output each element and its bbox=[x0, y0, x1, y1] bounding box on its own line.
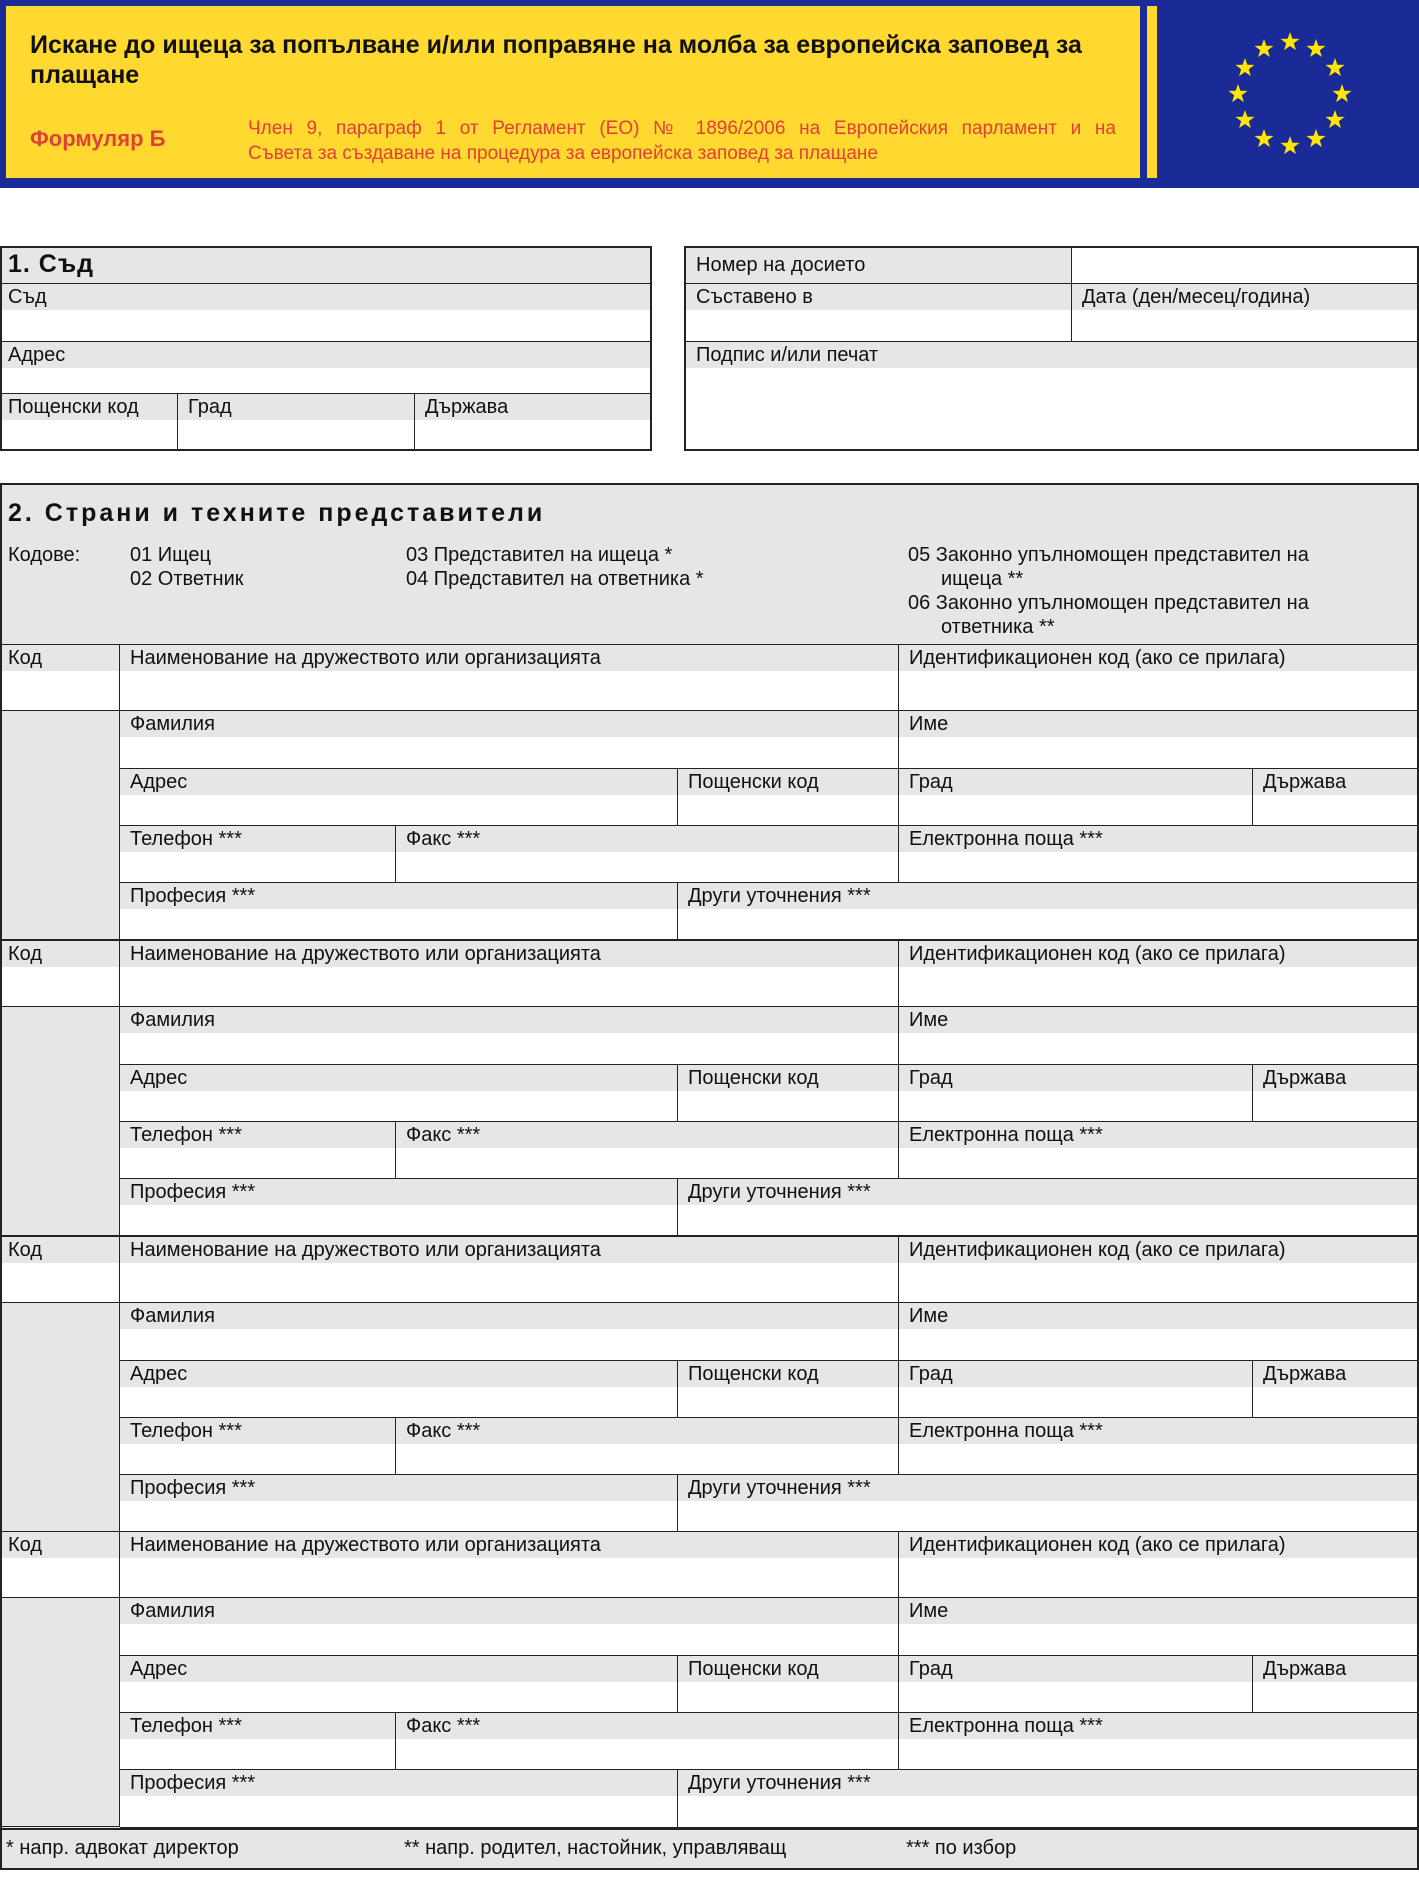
party-id-code-field[interactable] bbox=[899, 645, 1417, 711]
codes-column-3 bbox=[908, 543, 1309, 639]
party-org-name-field[interactable] bbox=[120, 941, 899, 1007]
court-section bbox=[0, 246, 652, 451]
party-other-field[interactable] bbox=[678, 1770, 1417, 1828]
party-gray-column bbox=[2, 711, 120, 940]
party-profession-label: Професия *** bbox=[120, 1179, 677, 1205]
party-surname-label: Фамилия bbox=[120, 1598, 898, 1624]
signature-field[interactable] bbox=[686, 342, 1417, 449]
party-surname-label: Фамилия bbox=[120, 711, 898, 737]
court-field[interactable] bbox=[2, 284, 650, 342]
party-first-name-field[interactable] bbox=[899, 711, 1417, 769]
eu-star-icon bbox=[1326, 58, 1345, 76]
party-fax-label: Факс *** bbox=[396, 1418, 898, 1444]
party-phone-label: Телефон *** bbox=[120, 1418, 395, 1444]
party-fax-field[interactable] bbox=[396, 1418, 899, 1475]
party-address-label: Адрес bbox=[120, 1656, 677, 1682]
party-other-field[interactable] bbox=[678, 1475, 1417, 1532]
party-phone-field[interactable] bbox=[120, 1418, 396, 1475]
party-first-name-field[interactable] bbox=[899, 1598, 1417, 1656]
party-profession-field[interactable] bbox=[120, 883, 678, 940]
eu-star-icon bbox=[1254, 129, 1273, 147]
party-phone-label: Телефон *** bbox=[120, 826, 395, 852]
party-country-field[interactable] bbox=[1253, 1656, 1417, 1713]
party-country-label: Държава bbox=[1253, 1361, 1417, 1387]
party-org-name-field[interactable] bbox=[120, 1237, 899, 1303]
party-profession-field[interactable] bbox=[120, 1179, 678, 1236]
party-other-label: Други уточнения *** bbox=[678, 1475, 1417, 1501]
code-02: 02 Ответник bbox=[130, 568, 244, 590]
file-info-box bbox=[684, 246, 1419, 451]
party-country-field[interactable] bbox=[1253, 1065, 1417, 1122]
party-org-name-field[interactable] bbox=[120, 645, 899, 711]
party-surname-field[interactable] bbox=[120, 711, 899, 769]
party-profession-field[interactable] bbox=[120, 1475, 678, 1532]
party-email-field[interactable] bbox=[899, 1418, 1417, 1475]
drawn-up-in-field[interactable] bbox=[686, 284, 1072, 342]
code-05: 05 Законно упълномощен представител на bbox=[908, 544, 1309, 566]
court-city-field[interactable] bbox=[178, 394, 415, 449]
party-first-name-label: Име bbox=[899, 1007, 1417, 1033]
eu-star-icon bbox=[1235, 58, 1254, 76]
court-label: Съд bbox=[2, 284, 650, 310]
party-org-name-label: Наименование на дружеството или организацията bbox=[120, 1532, 898, 1558]
eu-star-icon bbox=[1306, 39, 1325, 57]
party-postal-code-field[interactable] bbox=[678, 1656, 899, 1713]
court-country-label: Държава bbox=[415, 394, 650, 420]
party-code-label: Код bbox=[2, 645, 119, 671]
party-profession-label: Професия *** bbox=[120, 1770, 677, 1796]
party-code-label: Код bbox=[2, 1532, 119, 1558]
code-03: 03 Представител на ищеца * bbox=[406, 544, 673, 566]
codes-column-1 bbox=[130, 543, 244, 591]
date-label: Дата (ден/месец/година) bbox=[1072, 284, 1417, 310]
party-first-name-label: Име bbox=[899, 711, 1417, 737]
party-fax-label: Факс *** bbox=[396, 1122, 898, 1148]
party-code-field[interactable] bbox=[2, 941, 120, 1007]
party-fax-field[interactable] bbox=[396, 1122, 899, 1179]
eu-flag-icon bbox=[1220, 24, 1360, 164]
eu-star-icon bbox=[1280, 32, 1299, 50]
party-country-label: Държава bbox=[1253, 1656, 1417, 1682]
party-address-label: Адрес bbox=[120, 1065, 677, 1091]
party-postal-code-label: Пощенски код bbox=[678, 1361, 898, 1387]
party-other-field[interactable] bbox=[678, 1179, 1417, 1236]
party-postal-code-field[interactable] bbox=[678, 1361, 899, 1418]
eu-star-icon bbox=[1306, 129, 1325, 147]
drawn-up-in-label: Съставено в bbox=[686, 284, 1071, 310]
party-code-label: Код bbox=[2, 941, 119, 967]
party-first-name-label: Име bbox=[899, 1303, 1417, 1329]
party-profession-field[interactable] bbox=[120, 1770, 678, 1828]
code-04: 04 Представител на ответника * bbox=[406, 568, 704, 590]
footnote-3: *** по избор bbox=[906, 1837, 1017, 1859]
party-org-name-label: Наименование на дружеството или организацията bbox=[120, 1237, 898, 1263]
party-first-name-field[interactable] bbox=[899, 1303, 1417, 1361]
party-fax-label: Факс *** bbox=[396, 1713, 898, 1739]
party-first-name-field[interactable] bbox=[899, 1007, 1417, 1065]
eu-star-icon bbox=[1235, 110, 1254, 128]
party-address-field[interactable] bbox=[120, 1656, 678, 1713]
party-city-field[interactable] bbox=[899, 1065, 1253, 1122]
regulation-reference bbox=[248, 116, 1116, 166]
party-postal-code-field[interactable] bbox=[678, 1065, 899, 1122]
party-profession-label: Професия *** bbox=[120, 883, 677, 909]
party-surname-field[interactable] bbox=[120, 1303, 899, 1361]
form-label: Формуляр Б bbox=[30, 126, 166, 151]
court-address-label: Адрес bbox=[2, 342, 650, 368]
party-city-field[interactable] bbox=[899, 1656, 1253, 1713]
court-address-field[interactable] bbox=[2, 342, 650, 394]
party-email-label: Електронна поща *** bbox=[899, 826, 1417, 852]
footnote-2: ** напр. родител, настойник, управляващ bbox=[404, 1837, 787, 1859]
section1-title: 1. Съд bbox=[2, 248, 650, 283]
party-address-label: Адрес bbox=[120, 769, 677, 795]
party-country-field[interactable] bbox=[1253, 1361, 1417, 1418]
party-other-label: Други уточнения *** bbox=[678, 1770, 1417, 1796]
eu-star-icon bbox=[1332, 84, 1351, 102]
party-email-field[interactable] bbox=[899, 1122, 1417, 1179]
regulation-line-1: Член 9, параграф 1 от Регламент (ЕО) № 1896/2006 на Европейския парламент и на bbox=[248, 118, 1116, 139]
party-other-label: Други уточнения *** bbox=[678, 1179, 1417, 1205]
party-id-code-field[interactable] bbox=[899, 1532, 1417, 1598]
form-title: Искане до ищеца за попълване и/или поправяне на молба за европейска заповед за плащане bbox=[30, 31, 1082, 89]
party-postal-code-field[interactable] bbox=[678, 769, 899, 826]
file-number-label-cell bbox=[686, 248, 1072, 284]
footnote-1: * напр. адвокат директор bbox=[6, 1837, 239, 1859]
party-city-field[interactable] bbox=[899, 1361, 1253, 1418]
party-email-field[interactable] bbox=[899, 1713, 1417, 1770]
party-surname-field[interactable] bbox=[120, 1007, 899, 1065]
codes-label: Кодове: bbox=[8, 544, 81, 566]
party-other-label: Други уточнения *** bbox=[678, 883, 1417, 909]
party-address-field[interactable] bbox=[120, 1065, 678, 1122]
party-surname-field[interactable] bbox=[120, 1598, 899, 1656]
party-address-field[interactable] bbox=[120, 769, 678, 826]
party-phone-field[interactable] bbox=[120, 1122, 396, 1179]
court-postal-code-label: Пощенски код bbox=[2, 394, 177, 420]
party-country-label: Държава bbox=[1253, 769, 1417, 795]
party-code-field[interactable] bbox=[2, 645, 120, 711]
codes-column-2 bbox=[406, 543, 704, 591]
party-city-label: Град bbox=[899, 1065, 1252, 1091]
party-postal-code-label: Пощенски код bbox=[678, 1656, 898, 1682]
file-number-label: Номер на досието bbox=[686, 248, 1071, 283]
date-field[interactable] bbox=[1072, 284, 1417, 342]
code-05-cont: ищеца ** bbox=[941, 568, 1024, 590]
code-06-cont: ответника ** bbox=[941, 616, 1055, 638]
party-phone-field[interactable] bbox=[120, 826, 396, 883]
code-01: 01 Ищец bbox=[130, 544, 211, 566]
party-fax-label: Факс *** bbox=[396, 826, 898, 852]
party-gray-column bbox=[2, 1598, 120, 1827]
party-fax-field[interactable] bbox=[396, 826, 899, 883]
party-city-label: Град bbox=[899, 1656, 1252, 1682]
party-surname-label: Фамилия bbox=[120, 1007, 898, 1033]
court-section-title-row bbox=[2, 248, 650, 284]
party-email-label: Електронна поща *** bbox=[899, 1122, 1417, 1148]
file-number-field[interactable] bbox=[1072, 248, 1417, 284]
party-country-label: Държава bbox=[1253, 1065, 1417, 1091]
party-org-name-label: Наименование на дружеството или организацията bbox=[120, 645, 898, 671]
party-address-field[interactable] bbox=[120, 1361, 678, 1418]
party-id-code-label: Идентификационен код (ако се прилага) bbox=[899, 1237, 1417, 1263]
court-postal-code-field[interactable] bbox=[2, 394, 178, 449]
party-postal-code-label: Пощенски код bbox=[678, 1065, 898, 1091]
party-gray-column bbox=[2, 1303, 120, 1532]
eu-star-icon bbox=[1280, 136, 1299, 154]
party-email-label: Електронна поща *** bbox=[899, 1713, 1417, 1739]
header-yellow-stripe bbox=[1147, 6, 1157, 178]
party-surname-label: Фамилия bbox=[120, 1303, 898, 1329]
party-email-label: Електронна поща *** bbox=[899, 1418, 1417, 1444]
code-06: 06 Законно упълномощен представител на bbox=[908, 592, 1309, 614]
party-profession-label: Професия *** bbox=[120, 1475, 677, 1501]
party-address-label: Адрес bbox=[120, 1361, 677, 1387]
party-fax-field[interactable] bbox=[396, 1713, 899, 1770]
party-code-label: Код bbox=[2, 1237, 119, 1263]
footnote-divider bbox=[0, 1828, 1419, 1830]
party-gray-column bbox=[2, 1007, 120, 1236]
section2-title: 2. Страни и техните представители bbox=[8, 499, 546, 527]
eu-star-icon bbox=[1254, 39, 1273, 57]
party-postal-code-label: Пощенски код bbox=[678, 769, 898, 795]
party-code-field[interactable] bbox=[2, 1237, 120, 1303]
party-city-label: Град bbox=[899, 1361, 1252, 1387]
regulation-line-2: Съвета за създаване на процедура за европейска заповед за плащане bbox=[248, 143, 878, 164]
court-city-label: Град bbox=[178, 394, 414, 420]
party-phone-label: Телефон *** bbox=[120, 1122, 395, 1148]
party-phone-label: Телефон *** bbox=[120, 1713, 395, 1739]
party-country-field[interactable] bbox=[1253, 769, 1417, 826]
signature-label: Подпис и/или печат bbox=[686, 342, 1417, 368]
party-city-label: Град bbox=[899, 769, 1252, 795]
party-id-code-label: Идентификационен код (ако се прилага) bbox=[899, 645, 1417, 671]
eu-star-icon bbox=[1228, 84, 1247, 102]
party-id-code-field[interactable] bbox=[899, 1237, 1417, 1303]
party-code-field[interactable] bbox=[2, 1532, 120, 1598]
party-org-name-label: Наименование на дружеството или организацията bbox=[120, 941, 898, 967]
party-phone-field[interactable] bbox=[120, 1713, 396, 1770]
party-id-code-field[interactable] bbox=[899, 941, 1417, 1007]
party-city-field[interactable] bbox=[899, 769, 1253, 826]
party-first-name-label: Име bbox=[899, 1598, 1417, 1624]
party-other-field[interactable] bbox=[678, 883, 1417, 940]
court-country-field[interactable] bbox=[415, 394, 650, 449]
party-id-code-label: Идентификационен код (ако се прилага) bbox=[899, 941, 1417, 967]
party-id-code-label: Идентификационен код (ако се прилага) bbox=[899, 1532, 1417, 1558]
party-email-field[interactable] bbox=[899, 826, 1417, 883]
party-org-name-field[interactable] bbox=[120, 1532, 899, 1598]
eu-star-icon bbox=[1326, 110, 1345, 128]
